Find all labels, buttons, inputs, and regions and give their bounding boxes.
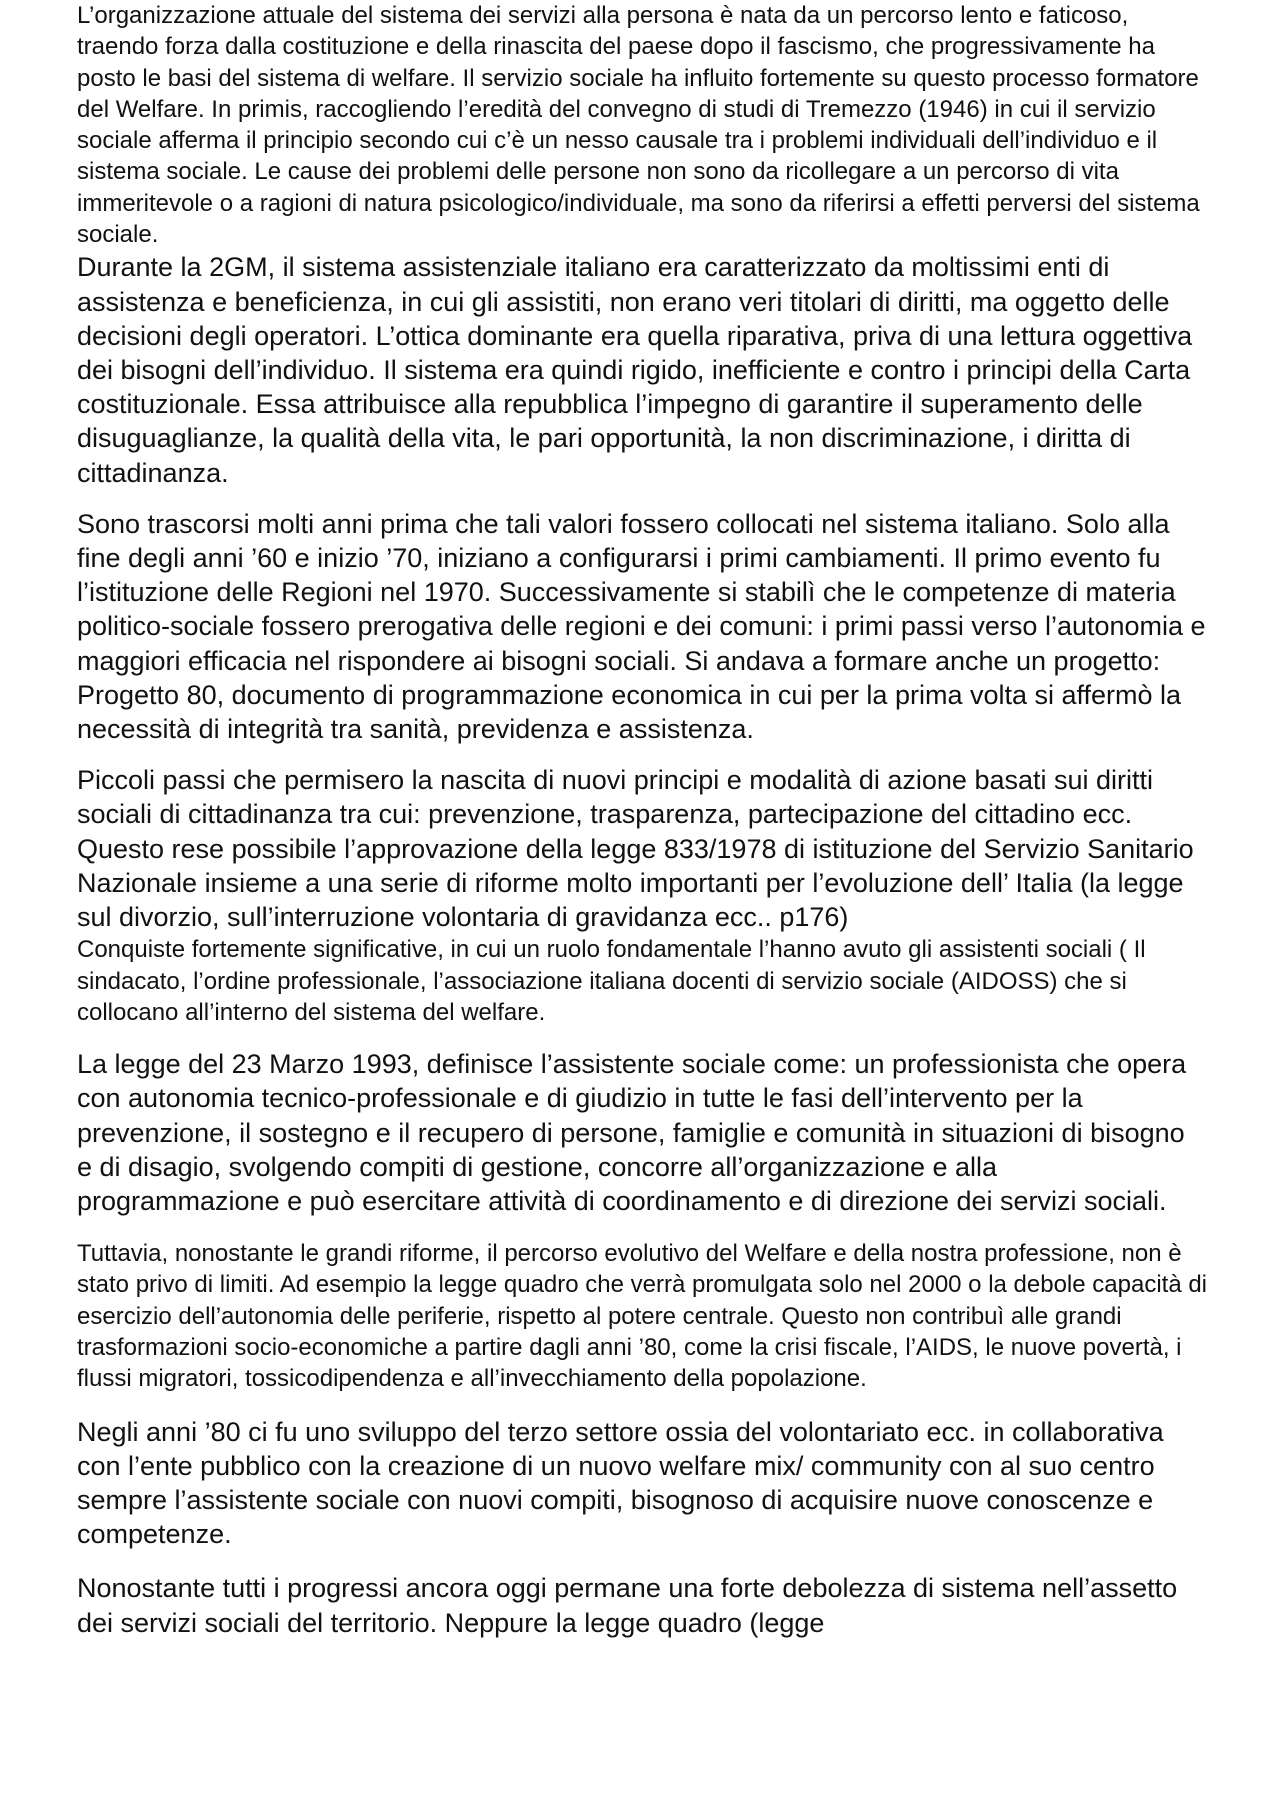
paragraph-social-workers-role: Conquiste fortemente significative, in cui un ruolo fondamentale l’hanno avuto gli assistenti sociali ( Il sindacato, l’ordine professionale, l’associazione italiana docenti di servizio sociale (AIDOSS) che si collocano all’interno del sistema del welfare. — [77, 936, 1146, 1026]
paragraph-current-weakness: Nonostante tutti i progressi ancora oggi permane una forte debolezza di sistema nell’assetto dei servizi sociali del territorio. Neppure la legge quadro (legge — [77, 1573, 1178, 1638]
paragraph-regions-reform: Sono trascorsi molti anni prima che tali valori fossero collocati nel sistema italiano. Solo alla fine degli anni ’60 e inizio ’70, iniziano a configurarsi i primi cambiamenti. Il primo evento fu l’istituzione delle Regioni nel 1970. Successivamente si stabilì che le competenze di materia politico-sociale fossero prerogativa delle regioni e dei comuni: i primi passi verso l’autonomia e maggiori efficacia nel rispondere ai bisogni sociali. Si andava a formare anche un progetto: Progetto 80, documento di programmazione economica in cui per la prima volta si affermò la necessità di integrità tra sanità, previdenza e assistenza. — [77, 508, 1206, 745]
paragraph-law-1993: La legge del 23 Marzo 1993, definisce l’assistente sociale come: un professionista che opera con autonomia tecnico-professionale e di giudizio in tutte le fasi dell’intervento per la prevenzione, il sostegno e il recupero di persone, famiglie e comunità in situazioni di bisogno e di disagio, svolgendo compiti di gestione, concorre all’organizzazione e alla programmazione e può esercitare attività di coordinamento e di direzione dei servizi sociali. — [77, 1049, 1187, 1216]
paragraph-third-sector: Negli anni ’80 ci fu uno sviluppo del terzo settore ossia del volontariato ecc. in collaborativa con l’ente pubblico con la creazione di un nuovo welfare mix/ community con al suo centro sempre l’assistente sociale con nuovi compiti, bisognoso di acquisire nuove conoscenze e competenze. — [77, 1416, 1164, 1550]
paragraph-welfare-origins: L’organizzazione attuale del sistema dei servizi alla persona è nata da un percorso lento e faticoso, traendo forza dalla costituzione e della rinascita del paese dopo il fascismo, che progressivamente ha posto le basi del sistema di welfare. Il servizio sociale ha influito fortemente su questo processo formatore del Welfare. In primis, raccogliendo l’eredità del convegno di studi di Tremezzo (1946) in cui il servizio sociale afferma il principio secondo cui c’è un nesso causale tra i problemi individuali dell’individuo e il sistema sociale. Le cause dei problemi delle persone non sono da ricollegare a un percorso di vita immeritevole o a ragioni di natura psicologico/individuale, ma sono da riferirsi a effetti perversi del sistema sociale. — [77, 2, 1200, 249]
document-page — [77, 0, 1207, 1640]
paragraph-social-rights: Piccoli passi che permisero la nascita di nuovi principi e modalità di azione basati sui diritti sociali di cittadinanza tra cui: prevenzione, trasparenza, partecipazione del cittadino ecc. Questo rese possibile l’approvazione della legge 833/1978 di istituzione del Servizio Sanitario Nazionale insieme a una serie di riforme molto importanti per l’evoluzione dell’ Italia (la legge sul divorzio, sull’interruzione volontaria di gravidanza ecc.. p176) — [77, 765, 1194, 933]
paragraph-wartime-assistance: Durante la 2GM, il sistema assistenziale italiano era caratterizzato da moltissimi enti di assistenza e beneficienza, in cui gli assistiti, non erano veri titolari di diritti, ma oggetto delle decisioni degli operatori. L’ottica dominante era quella riparativa, priva di una lettura oggettiva dei bisogni dell’individuo. Il sistema era quindi rigido, inefficiente e contro i principi della Carta costituzionale. Essa attribuisce alla repubblica l’impegno di garantire il superamento delle disuguaglianze, la qualità della vita, le pari opportunità, la non discriminazione, i diritta di cittadinanza. — [77, 252, 1193, 488]
paragraph-limits: Tuttavia, nonostante le grandi riforme, il percorso evolutivo del Welfare e della nostra professione, non è stato privo di limiti. Ad esempio la legge quadro che verrà promulgata solo nel 2000 o la debole capacità di esercizio dell’autonomia delle periferie, rispetto al potere centrale. Questo non contribuì alle grandi trasformazioni socio-economiche a partire dagli anni ’80, come la crisi fiscale, l’AIDS, le nuove povertà, i flussi migratori, tossicodipendenza e all’invecchiamento della popolazione. — [77, 1240, 1208, 1393]
